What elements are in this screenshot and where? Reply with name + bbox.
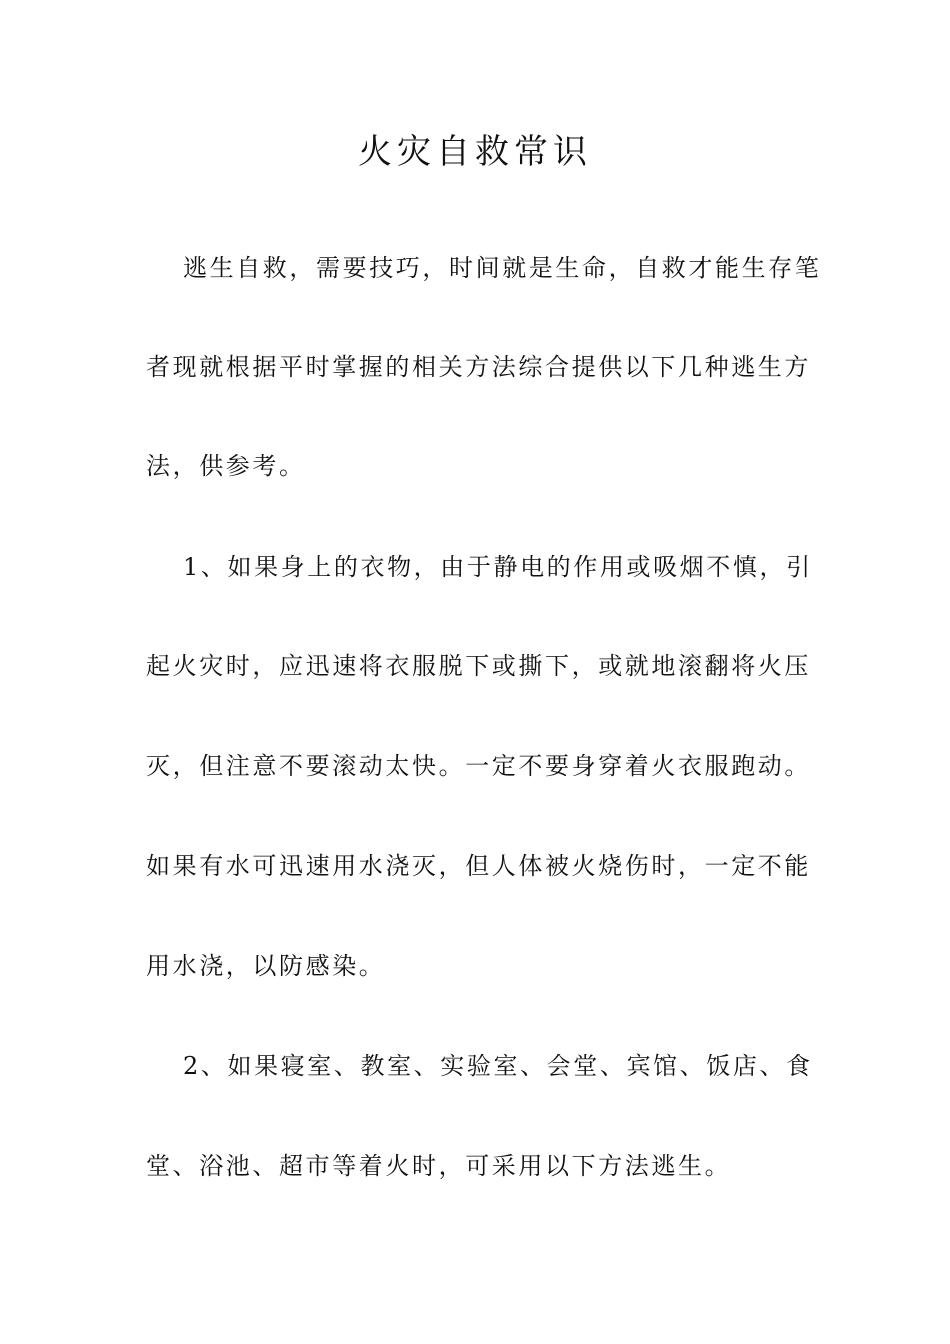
paragraph-1-line-2: 者现就根据平时掌握的相关方法综合提供以下几种逃生方: [146, 353, 811, 381]
paragraph-1-line-1: 逃生自救，需要技巧，时间就是生命，自救才能生存笔: [183, 254, 822, 282]
paragraph-2-line-2: 起火灾时，应迅速将衣服脱下或撕下，或就地滚翻将火压: [146, 652, 811, 680]
paragraph-2-line-1: 1、如果身上的衣物，由于静电的作用或吸烟不慎，引: [183, 553, 813, 581]
paragraph-3-line-1: 2、如果寝室、教室、实验室、会堂、宾馆、饭店、食: [183, 1052, 813, 1080]
paragraph-1-line-3: 法，供参考。: [146, 452, 306, 480]
document-title: 火灾自救常识: [358, 132, 592, 172]
paragraph-3-line-2: 堂、浴池、超市等着火时，可采用以下方法逃生。: [146, 1152, 732, 1180]
paragraph-2-line-3: 灭，但注意不要滚动太快。一定不要身穿着火衣服跑动。: [146, 752, 811, 780]
paragraph-2-line-5: 用水浇，以防感染。: [146, 952, 386, 980]
paragraph-2-line-4: 如果有水可迅速用水浇灭，但人体被火烧伤时，一定不能: [146, 852, 811, 880]
